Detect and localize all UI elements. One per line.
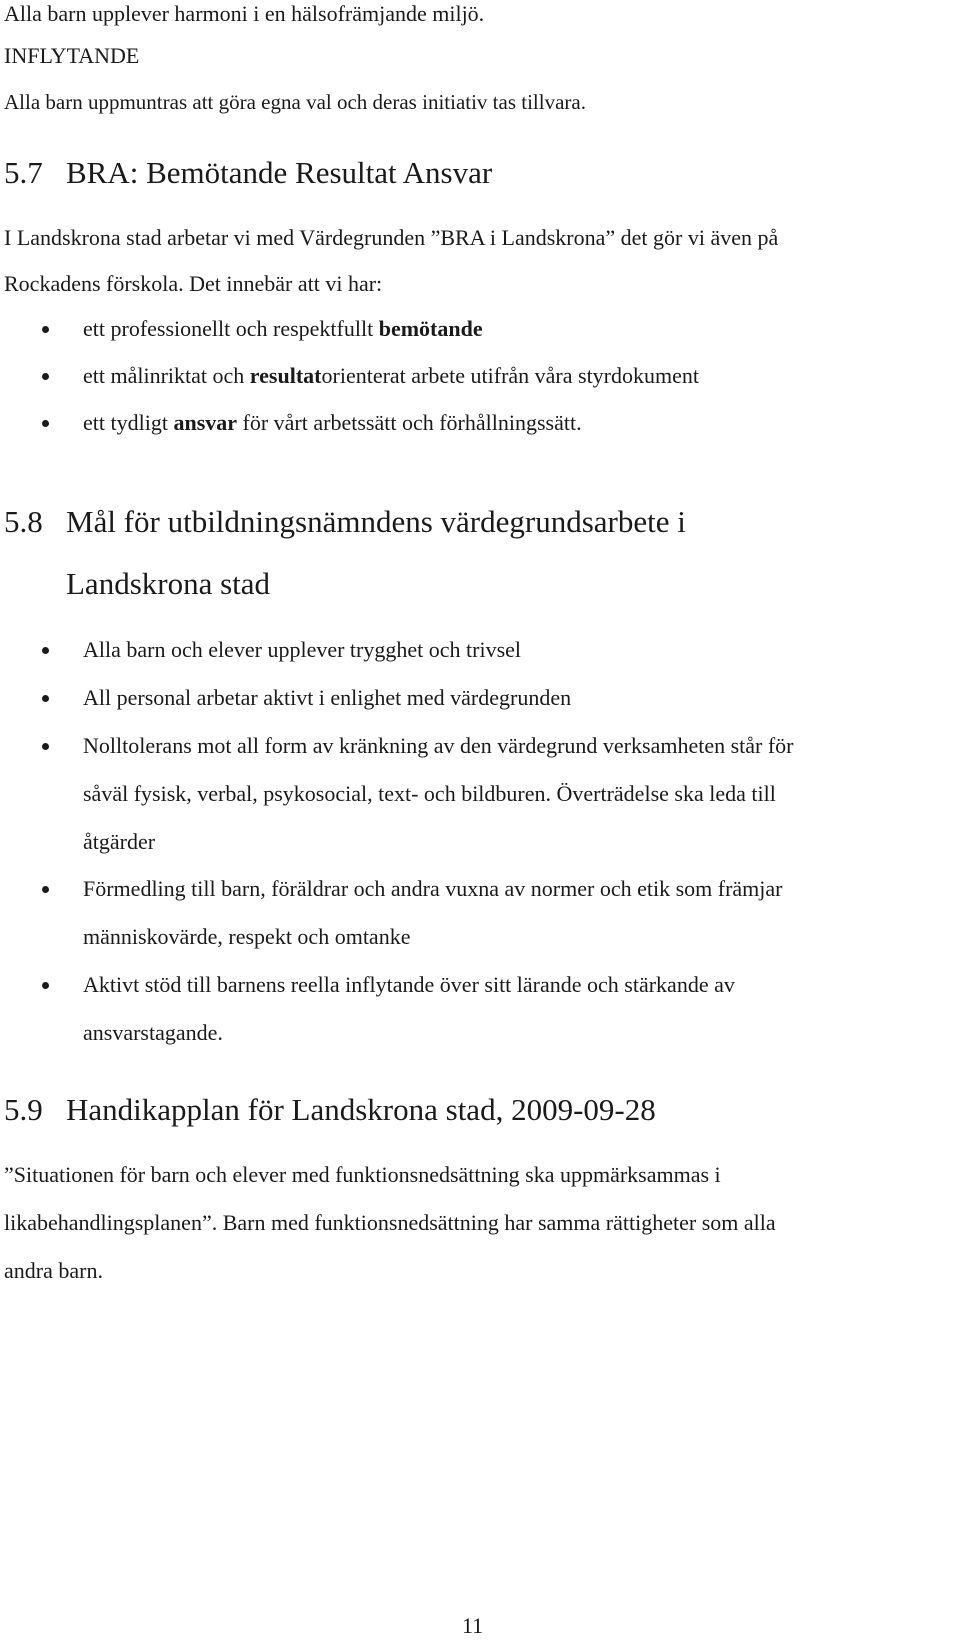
list-item-text: Nolltolerans mot all form av kränkning av den värdegrund verksamheten står för [83,733,794,758]
list-item [0,409,960,437]
list-item [0,684,960,712]
text-run: för vårt arbetssätt och förhållningssätt. [237,410,582,435]
section-5-9-heading [4,1091,656,1129]
list-item-text-continued: såväl fysisk, verbal, psykosocial, text- och bildburen. Överträdelse ska leda till [83,781,776,806]
section-title: BRA: Bemötande Resultat Ansvar [66,155,493,190]
list-item [0,362,960,390]
section-5-7-heading [4,154,492,192]
bullet-icon [42,373,49,380]
text-run: orienterat arbete utifrån våra styrdokument [321,363,700,388]
text-run: ett målinriktat och [83,363,250,388]
section-number: 5.9 [4,1092,43,1127]
section-5-7-para-line-1: I Landskrona stad arbetar vi med Värdegrunden ”BRA i Landskrona” det gör vi även på [4,225,779,250]
page-number: 11 [462,1613,484,1638]
section-number: 5.7 [4,155,43,190]
text-run: ett tydligt [83,410,174,435]
bold-term: resultat [249,363,322,388]
section-number: 5.8 [4,504,43,539]
intro-line-inflytande-heading: INFLYTANDE [4,43,140,68]
intro-line-uppmuntras: Alla barn uppmuntras att göra egna val och deras initiativ tas tillvara. [4,90,586,114]
bold-term: ansvar [173,410,238,435]
list-item-text: Alla barn och elever upplever trygghet och trivsel [83,637,522,662]
list-item [0,971,960,999]
text-run: ett professionellt och respektfullt [83,316,379,341]
list-item-text-continued: åtgärder [83,829,156,854]
list-item-text [83,409,582,437]
list-item-text-continued: ansvarstagande. [83,1020,223,1045]
list-item [0,636,960,664]
bullet-icon [42,695,49,702]
section-title: Handikapplan för Landskrona stad, 2009-09-28 [66,1092,656,1127]
list-item-text [83,315,483,343]
section-5-8-heading-line-2: Landskrona stad [66,566,271,601]
list-item [0,315,960,343]
list-item-text: All personal arbetar aktivt i enlighet med värdegrunden [83,685,572,710]
list-item [0,875,960,903]
list-item-text: Aktivt stöd till barnens reella inflytande över sitt lärande och stärkande av [83,972,735,997]
section-5-9-para-line-2: likabehandlingsplanen”. Barn med funktionsnedsättning har samma rättigheter som alla [4,1210,776,1235]
list-item-text [83,362,699,390]
bullet-icon [42,982,49,989]
section-5-9-para-line-1: ”Situationen för barn och elever med funktionsnedsättning ska uppmärksammas i [4,1162,721,1187]
list-item-text: Förmedling till barn, föräldrar och andra vuxna av normer och etik som främjar [83,876,783,901]
section-5-8-heading [4,503,686,541]
bullet-icon [42,743,49,750]
intro-line-harmoni: Alla barn upplever harmoni i en hälsofrämjande miljö. [4,1,485,26]
list-item [0,732,960,760]
bullet-icon [42,326,49,333]
section-title-line-1: Mål för utbildningsnämndens värdegrundsarbete i [66,504,686,539]
list-item-text-continued: människovärde, respekt och omtanke [83,924,411,949]
section-5-9-para-line-3: andra barn. [4,1258,103,1283]
bullet-icon [42,647,49,654]
bullet-icon [42,886,49,893]
bold-term: bemötande [378,316,483,341]
section-5-7-para-line-2: Rockadens förskola. Det innebär att vi har: [4,271,383,296]
bullet-icon [42,420,49,427]
